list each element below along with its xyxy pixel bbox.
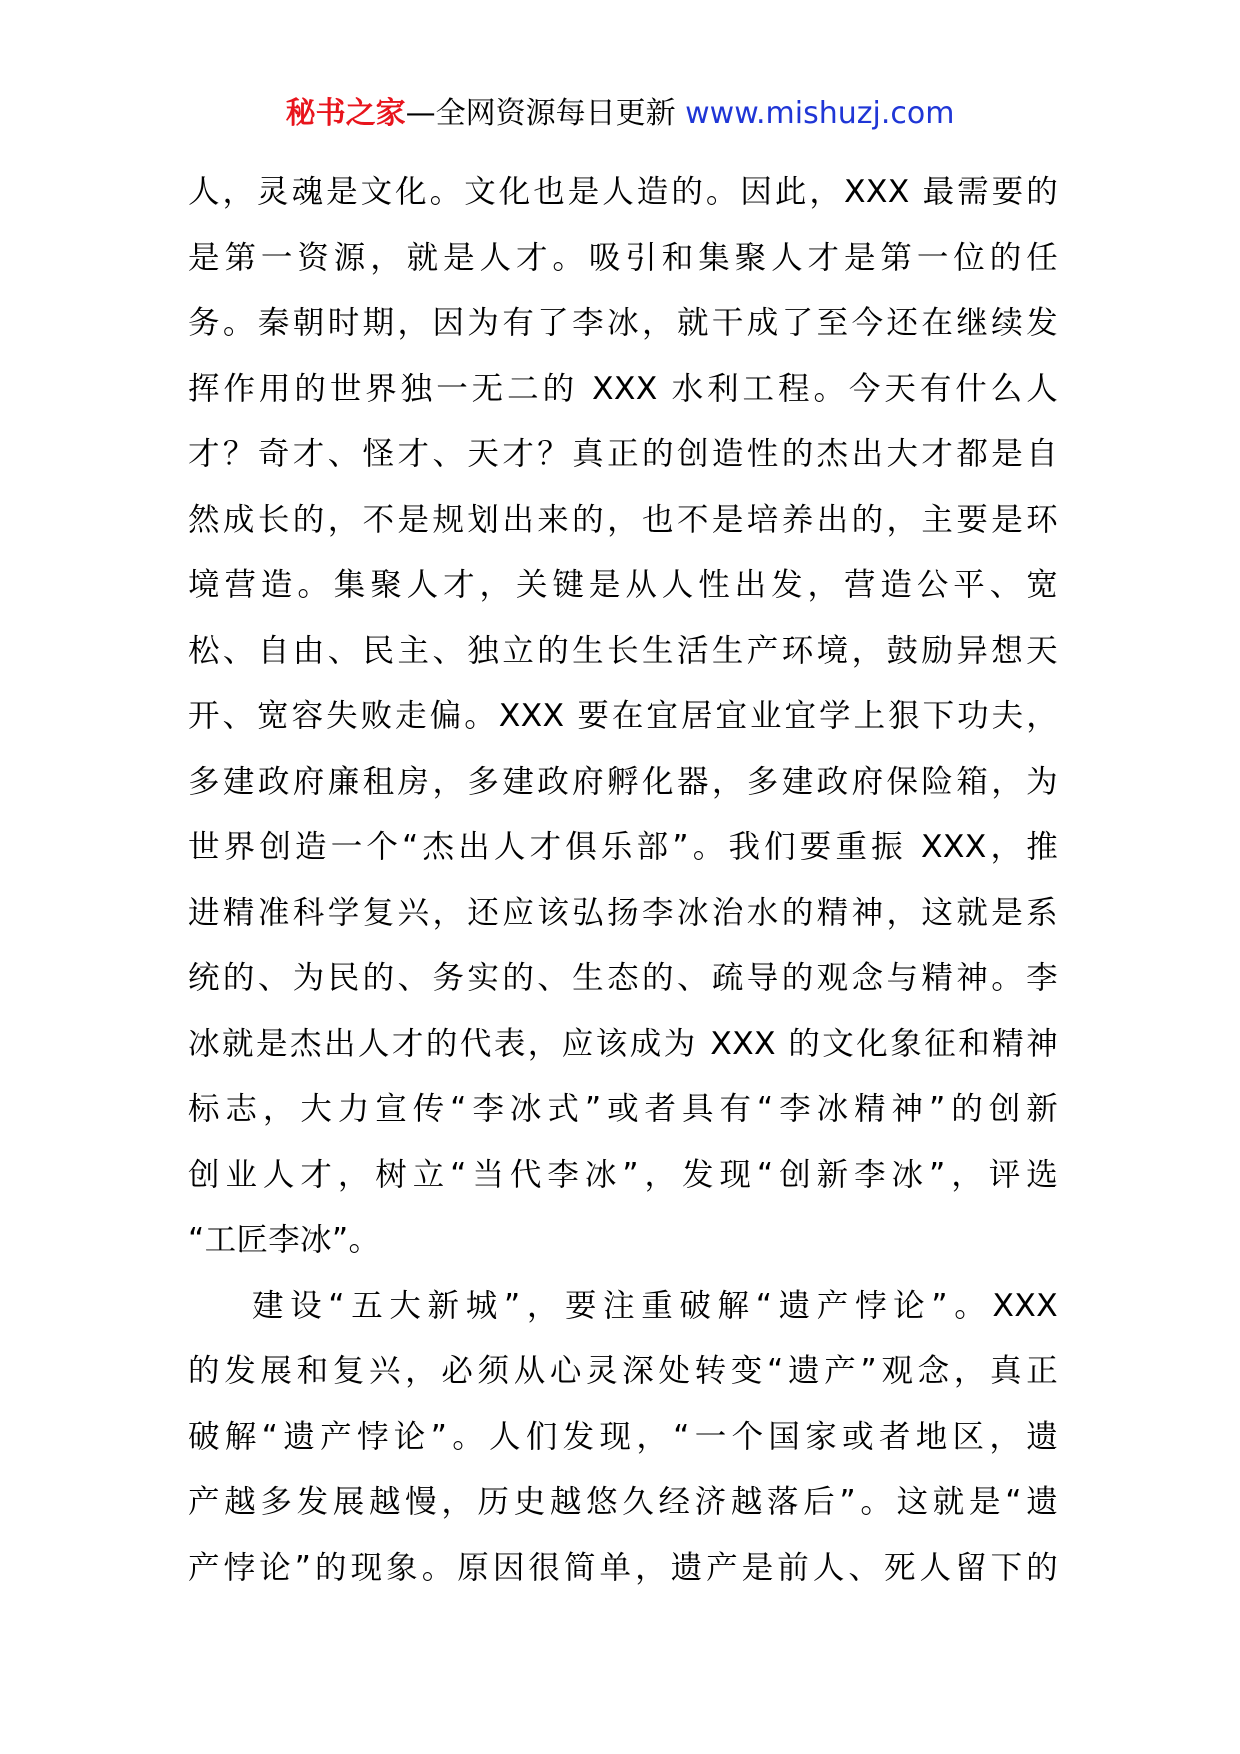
header-tagline: —全网资源每日更新 bbox=[405, 96, 676, 131]
text-line: 创业人才，树立“当代李冰”，发现“创新李冰”，评选 bbox=[188, 1156, 1058, 1193]
text-line: 破解“遗产悖论”。人们发现，“一个国家或者地区，遗 bbox=[188, 1418, 1058, 1455]
page-header bbox=[0, 94, 1240, 134]
text-line: 统的、为民的、务实的、生态的、疏导的观念与精神。李 bbox=[188, 960, 1058, 996]
text-line: 的发展和复兴，必须从心灵深处转变“遗产”观念，真正 bbox=[188, 1353, 1058, 1389]
text-line: 才？奇才、怪才、天才？真正的创造性的杰出大才都是自 bbox=[188, 436, 1058, 472]
text-line: 是第一资源，就是人才。吸引和集聚人才是第一位的任 bbox=[188, 239, 1058, 276]
paragraph-start-line: 建设“五大新城”，要注重破解“遗产悖论”。XXX bbox=[252, 1287, 1058, 1324]
text-line: 进精准科学复兴，还应该弘扬李冰治水的精神，这就是系 bbox=[188, 894, 1058, 931]
text-line: 然成长的，不是规划出来的，也不是培养出的，主要是环 bbox=[188, 501, 1058, 538]
text-line: 松、自由、民主、独立的生长生活生产环境，鼓励异想天 bbox=[188, 632, 1058, 669]
text-line: “工匠李冰”。 bbox=[188, 1222, 381, 1258]
text-line: 多建政府廉租房，多建政府孵化器，多建政府保险箱，为 bbox=[188, 763, 1058, 800]
text-line: 人，灵魂是文化。文化也是人造的。因此，XXX 最需要的 bbox=[188, 174, 1058, 210]
brand-name: 秘书之家 bbox=[285, 96, 406, 131]
site-url-link[interactable]: www.mishuzj.com bbox=[685, 96, 955, 131]
text-line: 挥作用的世界独一无二的 XXX 水利工程。今天有什么人 bbox=[188, 370, 1058, 407]
text-line: 标志，大力宣传“李冰式”或者具有“李冰精神”的创新 bbox=[188, 1091, 1058, 1127]
document-body bbox=[188, 160, 1058, 1601]
text-line: 务。秦朝时期，因为有了李冰，就干成了至今还在继续发 bbox=[188, 305, 1058, 341]
text-line: 世界创造一个“杰出人才俱乐部”。我们要重振 XXX，推 bbox=[188, 829, 1058, 865]
text-line: 产越多发展越慢，历史越悠久经济越落后”。这就是“遗 bbox=[188, 1484, 1058, 1520]
text-line: 境营造。集聚人才，关键是从人性出发，营造公平、宽 bbox=[188, 567, 1058, 603]
text-line: 开、宽容失败走偏。XXX 要在宜居宜业宜学上狠下功夫， bbox=[188, 698, 1058, 734]
text-line: 产悖论”的现象。原因很简单，遗产是前人、死人留下的 bbox=[188, 1549, 1058, 1586]
text-line: 冰就是杰出人才的代表，应该成为 XXX 的文化象征和精神 bbox=[188, 1025, 1058, 1062]
